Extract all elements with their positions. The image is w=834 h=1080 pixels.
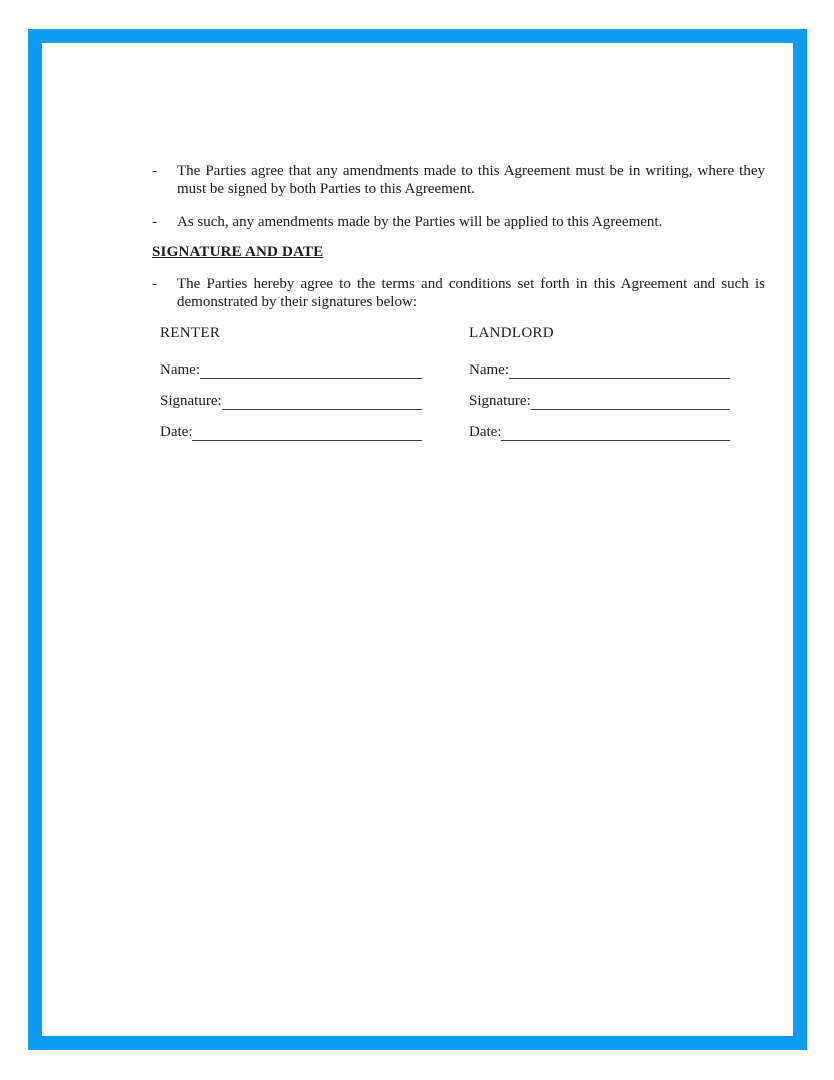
landlord-signature-field-row — [469, 392, 730, 410]
section-heading-signature-and-date: SIGNATURE AND DATE — [152, 244, 324, 260]
document-page — [28, 29, 807, 1050]
party-label-landlord: LANDLORD — [469, 325, 554, 341]
landlord-name-blank-line[interactable] — [509, 361, 730, 379]
renter-name-field-row — [160, 361, 422, 379]
date-field-label: Date: — [160, 424, 193, 440]
landlord-date-blank-line[interactable] — [501, 423, 730, 441]
renter-signature-field-row — [160, 392, 422, 410]
name-field-label: Name: — [160, 362, 200, 378]
renter-date-field-row — [160, 423, 422, 441]
bullet-text: As such, any amendments made by the Parties will be applied to this Agreement. — [177, 214, 663, 230]
bullet-marker: - — [152, 276, 157, 292]
renter-signature-blank-line[interactable] — [222, 392, 422, 410]
bullet-marker: - — [152, 214, 157, 230]
renter-date-blank-line[interactable] — [192, 423, 422, 441]
bullet-text: The Parties agree that any amendments made to this Agreement must be in writing, where they must be signed by both Parties to this Agreement. — [177, 163, 765, 197]
bullet-item-agree-terms — [152, 275, 765, 311]
landlord-date-field-row — [469, 423, 730, 441]
bullet-item-amendments-writing — [152, 162, 765, 198]
signature-field-label: Signature: — [160, 393, 222, 409]
name-field-label: Name: — [469, 362, 509, 378]
signature-field-label: Signature: — [469, 393, 531, 409]
signature-block — [152, 324, 765, 454]
bullet-item-amendments-applied — [152, 213, 765, 231]
date-field-label: Date: — [469, 424, 502, 440]
party-label-renter: RENTER — [160, 325, 221, 341]
landlord-name-field-row — [469, 361, 730, 379]
renter-name-blank-line[interactable] — [200, 361, 422, 379]
landlord-signature-blank-line[interactable] — [531, 392, 730, 410]
bullet-text: The Parties hereby agree to the terms and conditions set forth in this Agreement and such is demonstrated by their signatures below: — [177, 276, 765, 310]
bullet-marker: - — [152, 163, 157, 179]
